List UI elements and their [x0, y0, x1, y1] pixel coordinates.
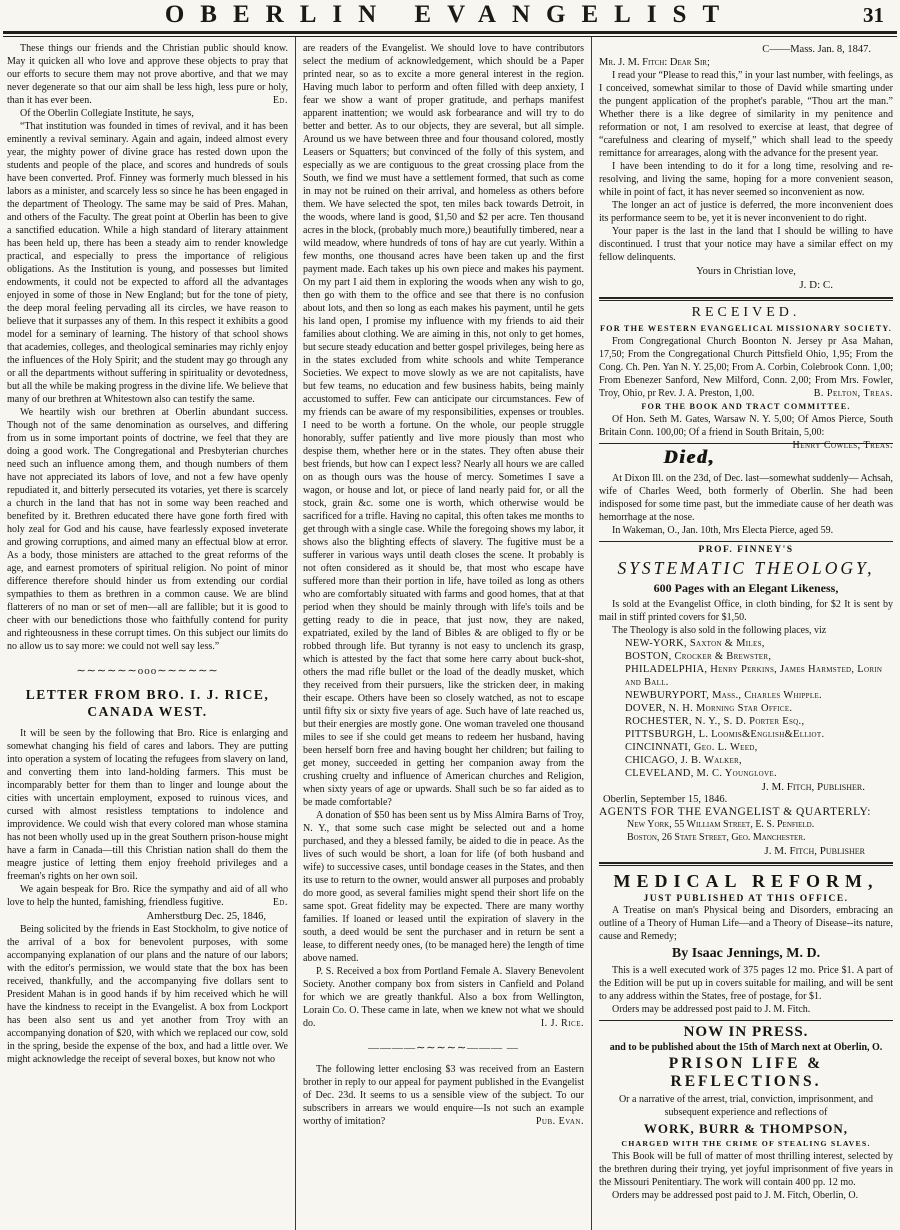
paragraph: A Treatise on man's Physical being and Disorders, embracing an outline of a Theory of Human Life—and a Theory of Disease--its nature, cause and Remedy; [599, 905, 893, 942]
publication-place-date: Oberlin, September 15, 1846. [603, 794, 728, 805]
ad-subtitle: and to be published about the 15th of March next at Oberlin, O. [609, 1042, 883, 1053]
paragraph: are readers of the Evangelist. We should love to have contributors select the medium of acknowledgement, which should be a Paper printed near, so as to excite a more general interest in the region. Having much labor to perform and often filled with deep anxiety, I fear we show a want of proper gratitude, and perhaps manifest apparent inattention; we would ask forbearance and will try to do better and better. As to our objects, they are several, but all simple. Around us we have between three and four thousand colored, mostly Leasers or Squatters; but convinced of the folly of this system, and especially as we are contiguous to the great crossing place from the South, we find we must have a settlement formed, that such as come in may not be ruined on their arrival, and homeless as others before them. We have selected the spot, ten miles back towards Detroit, in the woods, where land is good, $1,50 and $2 per acre. Ten thousand acres in the block, (probably much more,) beautifully timbered, near a wild meadow, where hundreds of tons of hay are cut yearly. Within a few months, one thousand acres have been taken up and the first payment made. Each takes up his own piece and makes his payment. On my part I aid them in exploring the woods when any wish to go, then go with them to the office and see that there is no confusion about lots, and then so long as each makes his payment, until he gets his land open, I promise my influence with my friends to aid their families about clothing. We are aiming in this, not only to get homes, but secure steady education and better gospel privileges, being here as in the states excluded from white schools and white Temperance Societies. We expect to move slowly as we are not capitalists, have but few teams, no education and few business habits, being mainly accustomed to suffer. Few can anticipate our circumstances. Few of my friends can be aware of my responsibilities, expenses or troubles. I need to be worth a fortune. On the whole, our people struggle honorably, suffer patiently and live more piously than most who despise them, whether here or in the states. They often abuse their best friends, but how can I expect less? Nearly all hours we are called on as though ours was the house of mercy. Sometimes I save a wagon, or house and lot, or piece of land nearly paid for, or all the stock, grain &c. some one is worth, which otherwise would be sacrificed for a trifle. Having no capital, this often takes me months to get through with a single case. While the foregoing shows my labor, it shows also the blighting effects of slavery. The fugitive must be a sufferer in various ways until death closes the scene. It probably is not often considered as it should be, that most who escape have suffered more than their portion in life, have toiled as long as others who are comfortably situated with farms and good homes, that at that period when they should be mainly through with life's toils and be getting ready to die in peace, that just now, they are naked, expatriated, exiled by the land of Bibles & are obliged to fly or be robbed through life. But tyranny is not easy to unclench its grasp, which is attested by the fact that some here carry about buck-shot, others the mad rifle bullet or the load of the deadly musket, which they received from their pursuers, like the stricken deer, in making their escape. Others have been so closely watched, as not to escape until fifty six or sixty five years of age. Such have of late reached us, but their energies are mostly gone. One woman traveled one thousand miles to see if she could get means to redeem her husband, having been herself born free and having bought her children; but failing to get money, succeeded in getting her companion away from the crushing cruelty and influence of American churches and Religion, when sixty years of age or upwards. Shall such be so far aided as to be made comfortable? [303, 43, 584, 808]
paragraph: Is sold at the Evangelist Office, in cloth binding, for $2 It is sent by mail in stiff printed covers for $1,50. [599, 599, 893, 623]
received-heading: RECEIVED. [691, 305, 801, 320]
agent-item: New York, 55 William Street, E. S. Penfield. [627, 819, 815, 830]
paragraph-text: P. S. Received a box from Portland Female A. Slavery Benevolent Society. Another company box from sisters in Canfield and Poland for which we are greatly thankful. Also a box from Wellington, Lorain Co. O. These came in late, when we knew not what we should do. [303, 966, 584, 1029]
paragraph [303, 1063, 584, 1128]
ad-title-systematic-theology: SYSTEMATIC THEOLOGY, [617, 558, 875, 578]
paragraph: Or a narrative of the arrest, trial, conviction, imprisonment, and subsequent experience and reflections of [618, 1094, 874, 1118]
letter-salutation: Mr. J. M. Fitch: Dear Sir; [599, 57, 710, 68]
paragraph-text: These things our friends and the Christian public should know. May it quicken all who love and approve these objects to pray that our efforts to secure them may not prove abortive, and that we may never degenerate so that our aim shall be less high, less pure or holy, than it has ever been. [7, 43, 288, 106]
letter-dateline: Amherstburg Dec. 25, 1846, [146, 911, 266, 922]
paragraph: Orders may be addressed post paid to J. M. Fitch, Oberlin, O. [612, 1190, 859, 1201]
paragraph: Of the Oberlin Collegiate Institute, he says, [20, 108, 194, 119]
ad-kicker: JUST PUBLISHED AT THIS OFFICE. [643, 894, 849, 904]
paragraph: This is a well executed work of 375 pages 12 mo. Price $1. A part of the Edition will be put up in covers suitable for mailing, and will be sent to any address within the States, free of postage, for $1. [599, 965, 893, 1002]
publisher-line: J. M. Fitch, Publisher [764, 845, 865, 857]
treasurer-signature: Henry Cowles, Treas. [792, 440, 893, 451]
column-3 [592, 37, 900, 1230]
book-title-prison-life: PRISON LIFE & REFLECTIONS. [668, 1055, 824, 1090]
obituary-paragraph: In Wakeman, O., Jan. 10th, Mrs Electa Pierce, aged 59. [612, 525, 834, 536]
seller-list [599, 637, 893, 780]
publisher-signature: Pub. Evan. [535, 1116, 584, 1127]
paragraph: Being solicited by the friends in East Stockholm, to give notice of the arrival of a box for benevolent purposes, with some accompanying explanation of our plans and the nature of our labors; with the editor's permission, we would state that the box has been received, thankfully, and the accompanying five dollars sent to President Mahan is in good hands if by him received which he will have the kindness to receipt in the Evangelist. A box from Lockport has been also sent us and yet another from Troy with an accompanying donation of $20, with which we replaced our cow, sold in the spring, beside the expense of the box, and had a little over. We might acknowledge the receipt of several boxes, but know not who [7, 924, 288, 1065]
book-authors: WORK, BURR & THOMPSON, [643, 1121, 849, 1136]
section-rule [599, 541, 893, 542]
editor-signature: Ed. [272, 897, 288, 908]
seller-item: BOSTON, Crocker & Brewster, [625, 651, 772, 662]
letter-dateline: C——Mass. Jan. 8, 1847. [762, 44, 871, 55]
publisher-line: J. M. Fitch, Publisher. [761, 781, 865, 793]
paragraph [599, 335, 893, 400]
paragraph: Your paper is the last in the land that I should be willing to have discontinued. I trust that your notice may have a similar effect on my fellow delinquents. [599, 226, 893, 263]
paragraph: “That institution was founded in times of revival, and it has been eminently a revival seminary. Again and again, indeed almost every year, the mighty power of divine grace has rested down upon the students and people of the place, and scores and hundreds of souls have been converted. Prof. Finney was formerly much blessed in his labors as a minister, and scarcely less so since he has been engaged in the department of Theology. The same may be said of Pres. Mahan, and others of the Faculty. The great point at Oberlin has been to give a sanctified education. While a high standard of literary attainment has been held up, there has been a steady aim to render knowledge practical, and especially to press the importance of religious obligations. As the Institution is young, and possesses but limited endowments, it could not be expected to afford all the advantages enjoyed in some of those in New England; but for the tone of piety, the deep moral feeling pervading all its circles, we have reason to believe that it surpasses any of them. In this respect it exhibits a good model for a seminary of learning. The history of that school shows that academies, colleges, and theological seminaries may richly enjoy the influences of the Holy Spirit; and the student may go through any or all the departments without suffering in spirituality or devotedness, but all the while be making progress in the divine life. We believe that many of our brethren at Whitestown also can testify the same. [7, 121, 288, 405]
page-number: 31 [863, 3, 884, 27]
column-2 [296, 37, 592, 1230]
agents-heading: AGENTS FOR THE EVANGELIST & QUARTERLY: [599, 806, 871, 818]
agent-item: Boston, 26 State Street, Geo. Manchester. [627, 831, 806, 843]
paragraph [599, 413, 893, 451]
ad-title-medical-reform: MEDICAL REFORM, [613, 871, 879, 891]
author-signature: I. J. Rice. [540, 1018, 584, 1029]
treasurer-signature: B. Pelton, Treas. [813, 388, 893, 399]
ad-subtitle: 600 Pages with an Elegant Likeness, [653, 581, 839, 595]
column-1 [0, 37, 296, 1230]
columns [0, 37, 900, 1230]
seller-item: PHILADELPHIA, Henry Perkins, James Harmsted, Lorin and Ball. [625, 664, 883, 688]
paragraph: Orders may be addressed post paid to J. M. Fitch. [612, 1004, 811, 1015]
paragraph-text: We again bespeak for Bro. Rice the sympathy and aid of all who love to help the hunted, famishing, friendless fugitive. [7, 884, 288, 908]
newspaper-title: OBERLIN EVANGELIST [164, 1, 736, 28]
article-headline: LETTER FROM BRO. I. J. RICE, CANADA WEST. [25, 687, 270, 719]
received-subheading-society: FOR THE WESTERN EVANGELICAL MISSIONARY SOCIETY. [599, 324, 893, 333]
author-byline: By Isaac Jennings, M. D. [671, 946, 821, 961]
section-ornament: ∼∼∼∼∼∼ooo∼∼∼∼∼∼ [76, 665, 219, 677]
obituary-heading: Died, [663, 447, 716, 468]
section-rule [599, 862, 893, 866]
seller-item: NEW-YORK, Saxton & Miles, [625, 638, 765, 649]
paragraph: This Book will be full of matter of most thrilling interest, selected by the brethren during their trying, yet joyful imprisonment of five years in the Missouri Penitentiary. The work will contain 400 pp. 12 mo. [599, 1151, 893, 1188]
paragraph: We heartily wish our brethren at Oberlin abundant success. Though not of the same denomination as ourselves, and differing from us in some important points of doctrine, we feel that they are doing a good work. The Congregational and Presbyterian churches need such an influence among them, and though numbers of them have not appreciated its labors of love, and not a few have openly repudiated it, and bitterly persecuted its votaries, yet there is scarcely a church in the land that has not in some way been reached and benefited by it. Brethren educated there have gone forth fired with holy zeal for God and his cause, have fearlessly exposed inveterate and growing corruptions, and aimed many an effectual blow at error. As a body, those ministers are attached to the great reforms of the age, and earnest promoters of spiritual religion. No point of minor difference therefore should hinder us from extending our cordial sympathies to them as brethren in a common cause. We are blind flatterers of no man or set of men—all are fallible; but it is good to cheer with our benedictions those who faithfully contend for purity and righteousness in these corrupt times. On this subject our limits do no allow us to say more: we could not well say less.” [7, 407, 288, 652]
paragraph: I have been intending to do it for a long time, resolving and re-resolving, and living the same, hoping for a more convenient season, while in point of fact, it has never seemed so inconvenient as now. [599, 161, 893, 198]
paragraph-text: Of Hon. Seth M. Gates, Warsaw N. Y. 5,00; Of Amos Pierce, South Britain Conn. 100,00; Of a friend in South Britain, 5,00: [599, 414, 893, 438]
paragraph [7, 42, 288, 107]
seller-item: ROCHESTER, N. Y., S. D. Porter Esq., [625, 716, 805, 727]
paragraph: A donation of $50 has been sent us by Miss Almira Barns of Troy, N. Y., that some such case might be selected out and a home purchased, and they a blessed family, be aided to die in peace. As the lives of such would be short, a loan for life (of both husband and wife) to successive cases, until bondage ceases in the States, and then its use to return to the owner, would answer all purposes and probably do more good, as several families might spend their short life on the same spot. Great fidelity may be expected. There are many worthy families. If loaned or leased until the expiration of slavery in the south, a deed would be sent the purchaser and in return be sent a lease, to different needy ones, (to be managed here) the length of time above named. [303, 810, 584, 964]
masthead-row [0, 0, 900, 30]
paragraph: It will be seen by the following that Bro. Rice is enlarging and somewhat changing his field of cares and labors. They are putting into operation a system of locating the refugees from slavery on land, and converting them into land-holding farmers. This must be incomparably better for them than to linger and lounge about the cities with uncertain employment, exposed to ruinous vices, and cursed with almost resistless temptations to indolence and improvidence. We could wish that every colored man whose stamina has not been wholly used up in the great Southern prison-house might have a farm in Canada—till this Christian nation shall do them the meagre justice of letting them enjoy freehold privileges and a freeman's rights on her own soil. [7, 728, 288, 882]
seller-item: PITTSBURGH, L. Loomis&English&Elliot. [625, 729, 825, 740]
paragraph-text: From Congregational Church Boonton N. Jersey pr Asa Mahan, 17,50; From the Congregational Church Pittsfield Ohio, 1,95; From the Cong. Ch. Pen. Yan N. Y. 25,00; From A. Corbin, Colebrook Conn. 1,00; From Ebenezer Sanford, New Milford, Conn. 2,00; From Mrs. Fowler, Troy, Ohio, pr Rev. J. A. Preston, 1,00. [599, 336, 893, 399]
paragraph: I read your “Please to read this,” in your last number, with feelings, as I conceived, somewhat similar to those of David while smarting under the pungent application of the prophet's parable, “Thou art the man.” Whether there is a like degree of similarity in my penitence and reformation or not, I am resolved to exercise at least, that degree of “carefulness and clearing of myself,” which shall lead to the speedy remittance for arrearages, along with the advance for the present year. [599, 70, 893, 159]
paragraph: The Theology is also sold in the following places, viz [612, 625, 827, 636]
seller-item: CHICAGO, J. B. Walker, [625, 755, 742, 766]
paragraph: The longer an act of justice is deferred, the more inconvenient does its performance seem to be, yet it is never inconvenient to do right. [599, 200, 893, 224]
book-charge-line: CHARGED WITH THE CRIME OF STEALING SLAVES. [621, 1139, 871, 1148]
section-divider: ————∼∼∼∼∼——— — [368, 1042, 519, 1054]
seller-item: CLEVELAND, M. C. Younglove. [625, 768, 777, 779]
seller-item: DOVER, N. H. Morning Star Office. [625, 703, 793, 714]
ad-kicker: PROF. FINNEY'S [698, 545, 794, 555]
section-rule [599, 1020, 893, 1021]
seller-item: NEWBURYPORT, Mass., Charles Whipple. [625, 690, 822, 701]
letter-closing: Yours in Christian love, [696, 266, 796, 277]
section-rule [599, 297, 893, 301]
received-subheading-committee: FOR THE BOOK AND TRACT COMMITTEE. [641, 402, 851, 411]
seller-item: CINCINNATI, Geo. L. Weed, [625, 742, 758, 753]
letter-signature: J. D: C. [799, 279, 833, 291]
paragraph [7, 883, 288, 909]
paragraph [303, 965, 584, 1030]
paragraph-text: The following letter enclosing $3 was received from an Eastern brother in reply to our appeal for payment published in the Evangelist of Dec. 23d. It seems to us a sensible view of the subject. To our subscribers in arrears we would enquire—Is not such an example worthy of imitation? [303, 1064, 584, 1127]
editor-signature: Ed. [272, 95, 288, 106]
obituary-paragraph: At Dixon Ill. on the 23d, of Dec. last—somewhat suddenly— Achsah, wife of Charles Weed, both formerly of Oberlin. She had been indisposed for some time past, but the immediate cause of her death was hemorrhage at the nose. [599, 473, 893, 523]
ad-title-now-in-press: NOW IN PRESS. [683, 1024, 809, 1040]
